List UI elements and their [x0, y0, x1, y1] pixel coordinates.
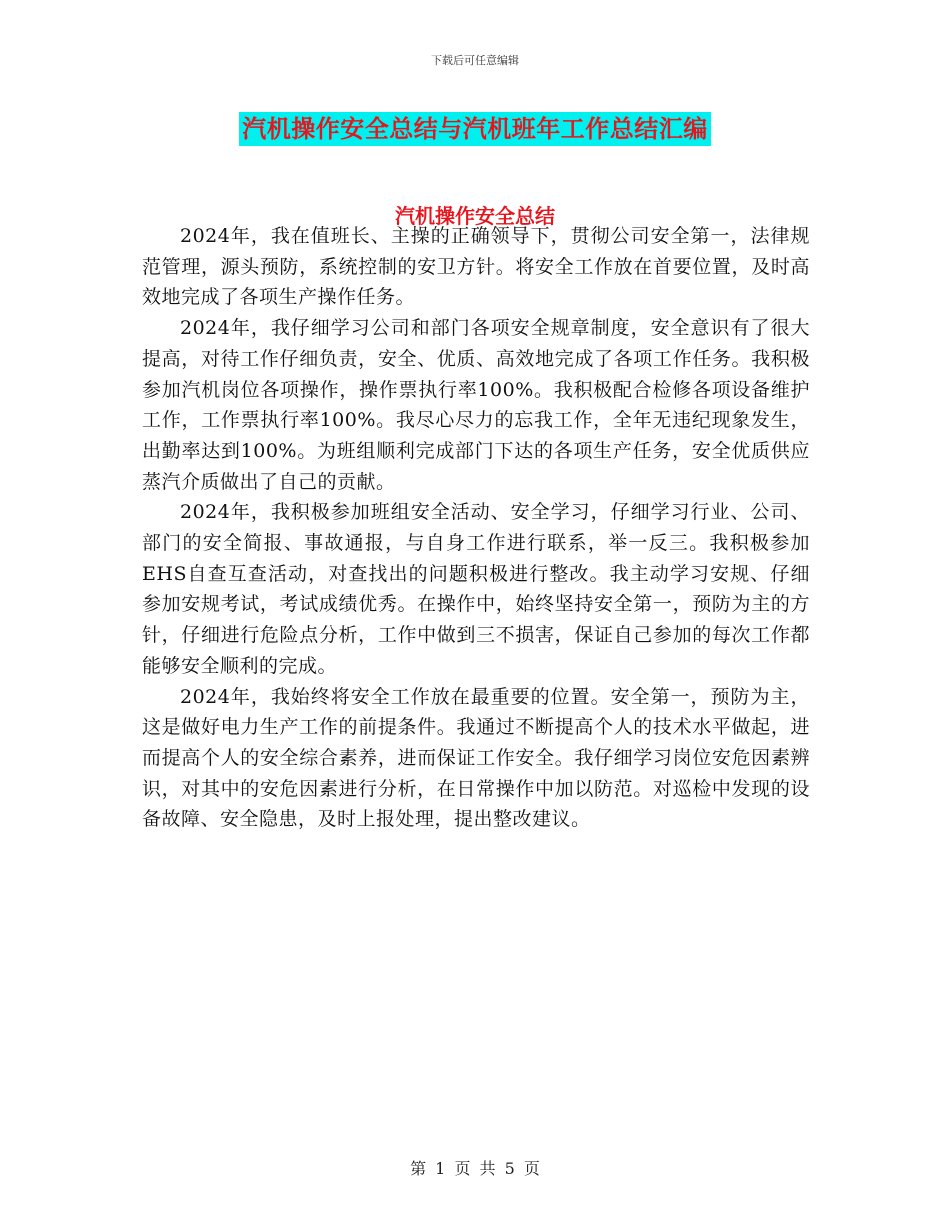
paragraph-2: 2024年，我仔细学习公司和部门各项安全规章制度，安全意识有了很大提高，对待工作仔细负责，安全、优质、高效地完成了各项工作任务。我积极参加汽机岗位各项操作，操作票执行率100%。我积极配合检修各项设备维护工作，工作票执行率100%。我尽心尽力的忘我工作，全年无违纪现象发生，出勤率达到100%。为班组顺利完成部门下达的各项生产任务，安全优质供应蒸汽介质做出了自己的贡献。	[142, 317, 810, 493]
header-note: 下载后可任意编辑	[431, 54, 519, 67]
document-body	[142, 221, 810, 835]
document-title: 汽机操作安全总结与汽机班年工作总结汇编	[239, 112, 711, 146]
document-title-wrap	[0, 112, 950, 146]
page-number: 第 1 页 共 5 页	[410, 1159, 540, 1178]
section-title: 汽机操作安全总结	[395, 204, 555, 228]
paragraph-4: 2024年，我始终将安全工作放在最重要的位置。安全第一，预防为主，这是做好电力生产工作的前提条件。我通过不断提高个人的技术水平做起，进而提高个人的安全综合素养，进而保证工作安全。我仔细学习岗位安危因素辨识，对其中的安危因素进行分析，在日常操作中加以防范。对巡检中发现的设备故障、安全隐患，及时上报处理，提出整改建议。	[142, 685, 810, 831]
paragraph-1: 2024年，我在值班长、主操的正确领导下，贯彻公司安全第一，法律规范管理，源头预防，系统控制的安卫方针。将安全工作放在首要位置，及时高效地完成了各项生产操作任务。	[142, 225, 810, 309]
paragraph-3: 2024年，我积极参加班组安全活动、安全学习，仔细学习行业、公司、部门的安全简报、事故通报，与自身工作进行联系，举一反三。我积极参加EHS自查互查活动，对查找出的问题积极进行整改。我主动学习安规、仔细参加安规考试，考试成绩优秀。在操作中，始终坚持安全第一，预防为主的方针，仔细进行危险点分析，工作中做到三不损害，保证自己参加的每次工作都能够安全顺利的完成。	[142, 501, 810, 677]
